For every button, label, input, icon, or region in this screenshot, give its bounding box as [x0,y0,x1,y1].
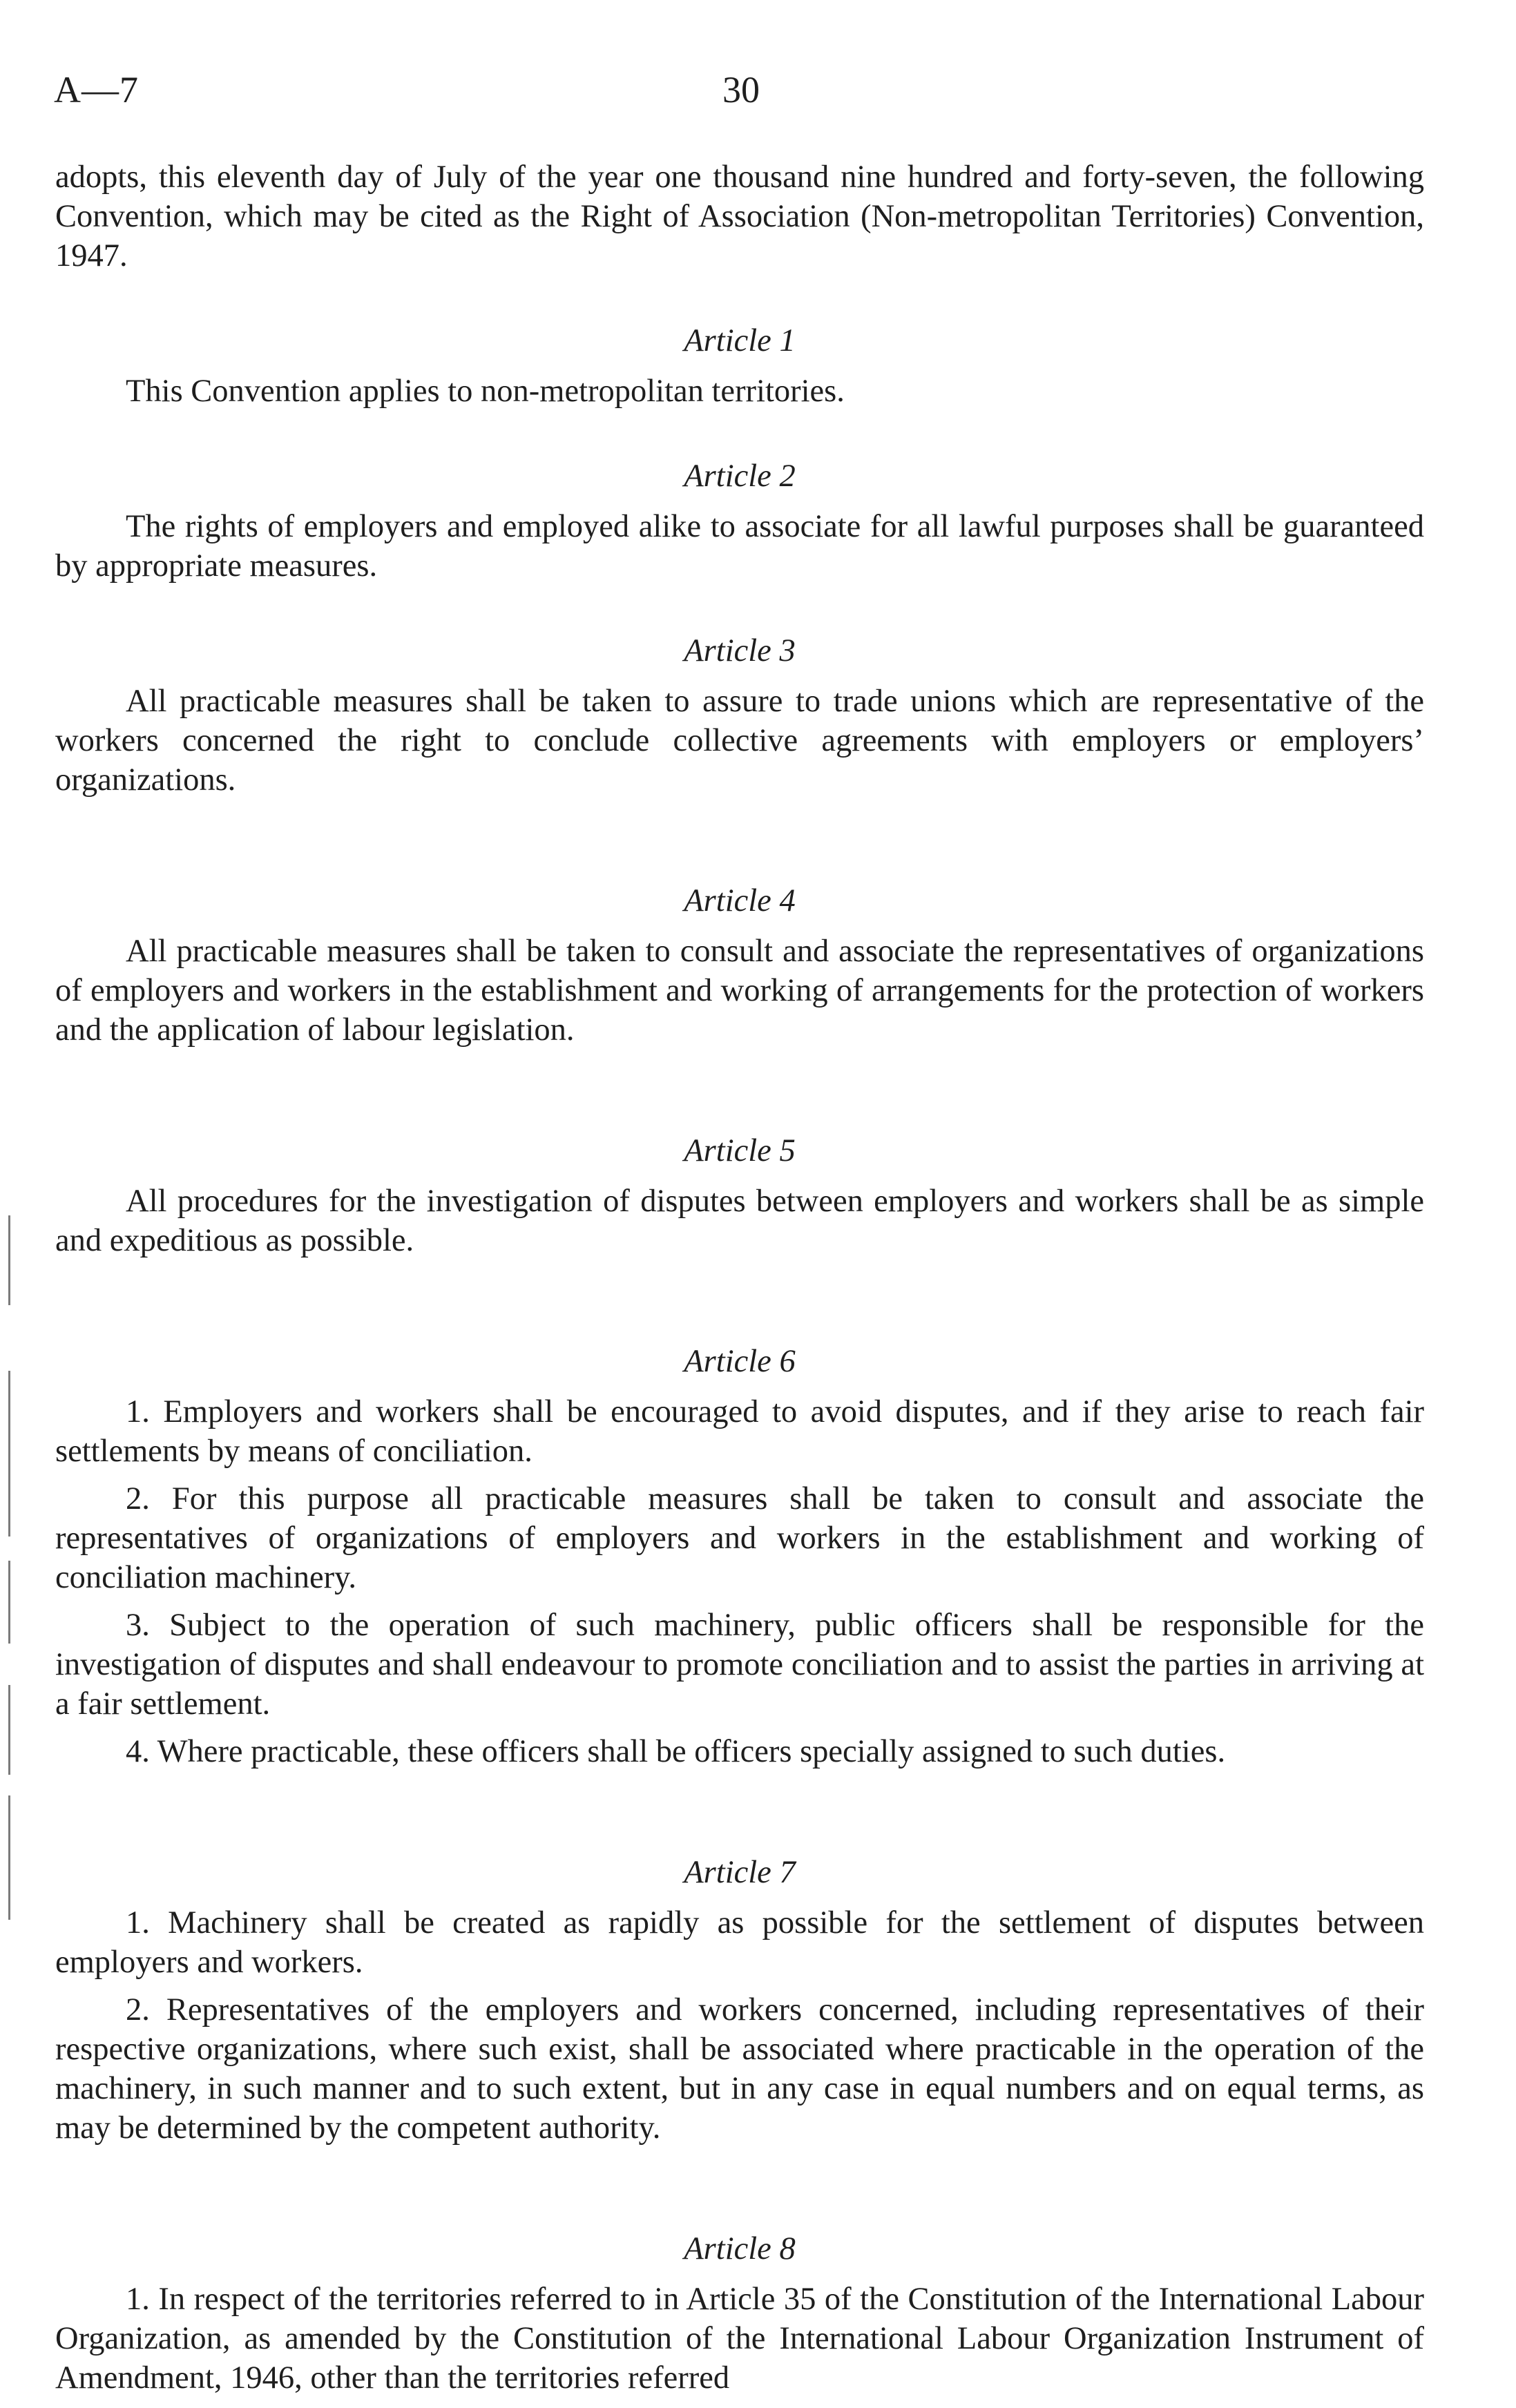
article-6-clause-2: 2. For this purpose all practicable measures shall be taken to consult and associate the representatives of organizations of employers and workers in the establishment and working of conciliation machinery. [55,1481,1424,1595]
article-2-text: The rights of employers and employed alike to associate for all lawful purposes shall be guaranteed by appropriate measures. [55,509,1424,584]
margin-rule [8,1685,10,1775]
margin-rule [8,1795,10,1920]
article-7-clause-1: 1. Machinery shall be created as rapidly as possible for the settlement of disputes between employers and workers. [55,1905,1424,1980]
document-reference: A—7 [54,69,139,110]
article-7-clause-2: 2. Representatives of the employers and workers concerned, including representatives of their respective organizations, where such exist, shall be associated where practicable in the operation of the machinery, in such manner and to such extent, but in any case in equal numbers and on equal terms, as may be determined by the competent authority. [55,1992,1424,2146]
article-4-text: All practicable measures shall be taken to consult and associate the representatives of organizations of employers and workers in the establishment and working of arrangements for the protection of workers and the application of labour legislation. [55,934,1424,1048]
margin-rule [8,1561,10,1644]
article-3-heading: Article 3 [684,633,796,668]
margin-rule [8,1371,10,1537]
page-number: 30 [722,69,760,110]
article-8-heading: Article 8 [684,2231,796,2266]
article-1-text: This Convention applies to non-metropolitan territories. [126,374,845,409]
document-body [55,157,1424,2398]
article-6-clause-1: 1. Employers and workers shall be encouraged to avoid disputes, and if they arise to reach fair settlements by means of conciliation. [55,1394,1424,1469]
article-7-heading: Article 7 [684,1855,796,1890]
article-2-heading: Article 2 [684,459,796,494]
article-6-clause-4: 4. Where practicable, these officers shall be officers specially assigned to such duties. [126,1734,1226,1769]
article-5-text: All procedures for the investigation of disputes between employers and workers shall be as simple and expeditious as possible. [55,1184,1424,1258]
article-6-clause-3: 3. Subject to the operation of such machinery, public officers shall be responsible for the investigation of disputes and shall endeavour to promote conciliation and to assist the parties in arriving at a fair settlement. [55,1608,1424,1722]
margin-rule [8,1215,10,1305]
intro-paragraph: adopts, this eleventh day of July of the year one thousand nine hundred and forty-seven, the following Convention, which may be cited as the Right of Association (Non-metropolitan Territories) Convention, 1947. [55,160,1424,273]
article-6-heading: Article 6 [684,1344,796,1379]
article-3-text: All practicable measures shall be taken to assure to trade unions which are representative of the workers concerned the right to conclude collective agreements with employers or employers’ organizations. [55,684,1424,798]
article-5-heading: Article 5 [684,1133,796,1168]
article-1-heading: Article 1 [684,323,796,358]
article-4-heading: Article 4 [684,883,796,918]
article-8-clause-1: 1. In respect of the territories referred to in Article 35 of the Constitution of the International Labour Organization, as amended by the Constitution of the International Labour Organization Instrument of Amendment, 1946, other than the territories referred [55,2282,1424,2396]
